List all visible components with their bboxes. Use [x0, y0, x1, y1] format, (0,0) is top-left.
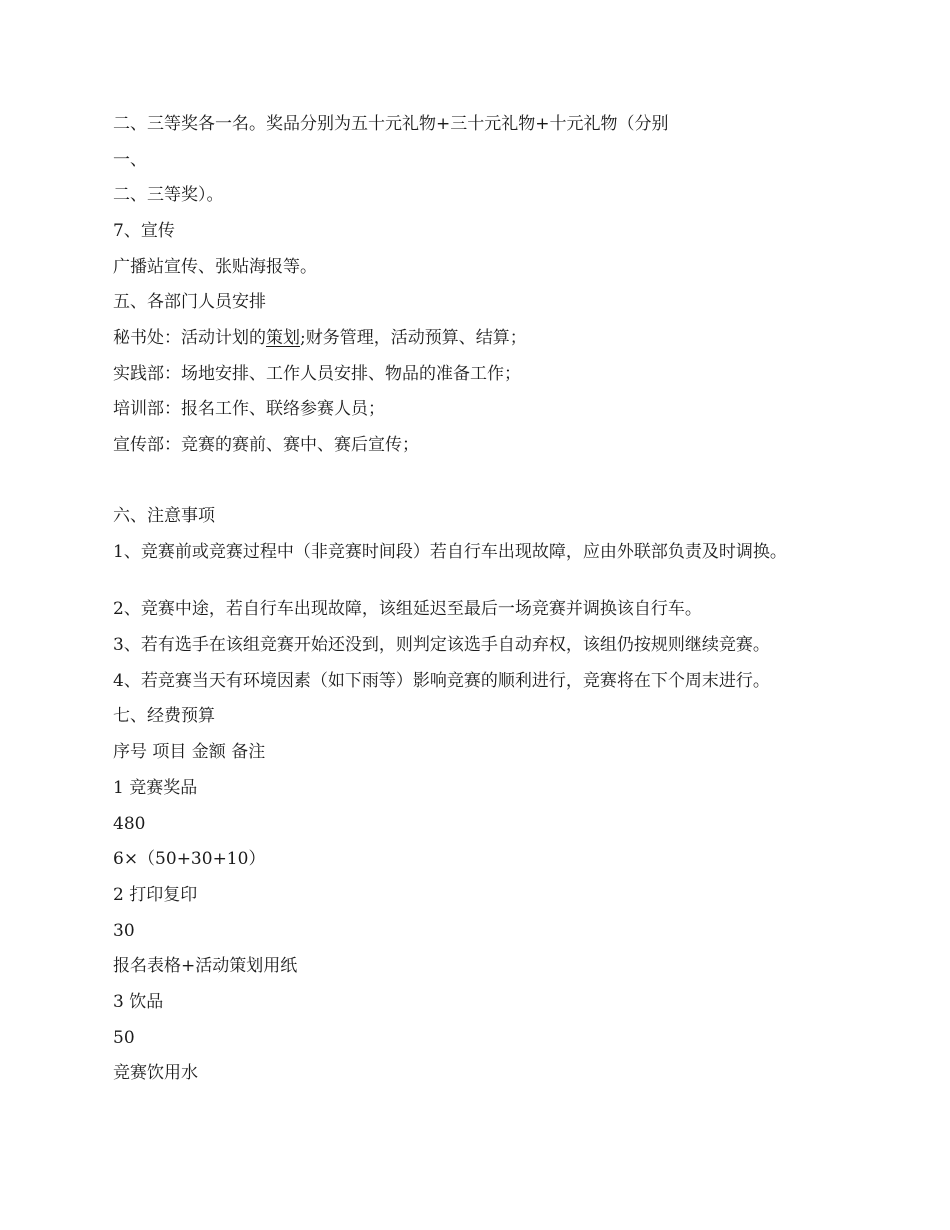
- secretary-suffix: ;财务管理，活动预算、结算；: [300, 328, 527, 348]
- notice-item: 4、若竞赛当天有环境因素（如下雨等）影响竞赛的顺利进行，竞赛将在下个周末进行。: [113, 671, 770, 691]
- text-line: 宣传部：竞赛的赛前、赛中、赛后宣传；: [113, 435, 419, 455]
- budget-header: 序号 项目 金额 备注: [113, 742, 266, 762]
- budget-note: 竞赛饮用水: [113, 1063, 198, 1083]
- text-line: 二、三等奖各一名。奖品分别为五十元礼物+三十元礼物+十元礼物（分别: [113, 114, 669, 134]
- planning-link[interactable]: 策划: [266, 328, 300, 348]
- text-line: 二、三等奖）。: [113, 185, 224, 205]
- budget-item: 2 打印复印: [113, 885, 198, 905]
- budget-amount: 50: [113, 1028, 135, 1048]
- secretary-line: [113, 327, 527, 349]
- text-line: 培训部：报名工作、联络参赛人员；: [113, 399, 385, 419]
- section-heading: 六、注意事项: [113, 506, 215, 526]
- budget-item: 3 饮品: [113, 992, 164, 1012]
- budget-amount: 30: [113, 921, 135, 941]
- budget-amount: 480: [113, 814, 146, 834]
- section-heading: 七、经费预算: [113, 706, 215, 726]
- section-heading: 五、各部门人员安排: [113, 292, 266, 312]
- notice-item: 2、竞赛中途，若自行车出现故障，该组延迟至最后一场竞赛并调换该自行车。: [113, 599, 702, 619]
- text-line: 实践部：场地安排、工作人员安排、物品的准备工作；: [113, 364, 521, 384]
- notice-item: 1、竞赛前或竞赛过程中（非竞赛时间段）若自行车出现故障，应由外联部负责及时调换。: [113, 542, 787, 562]
- secretary-prefix: 秘书处：活动计划的: [113, 328, 266, 348]
- text-line: 一、: [113, 150, 147, 170]
- section-heading: 7、宣传: [113, 221, 175, 241]
- budget-note: 报名表格+活动策划用纸: [113, 956, 298, 976]
- budget-note: 6×（50+30+10）: [113, 849, 266, 869]
- budget-item: 1 竞赛奖品: [113, 778, 198, 798]
- text-line: 广播站宣传、张贴海报等。: [113, 257, 317, 277]
- notice-item: 3、若有选手在该组竞赛开始还没到，则判定该选手自动弃权，该组仍按规则继续竞赛。: [113, 635, 770, 655]
